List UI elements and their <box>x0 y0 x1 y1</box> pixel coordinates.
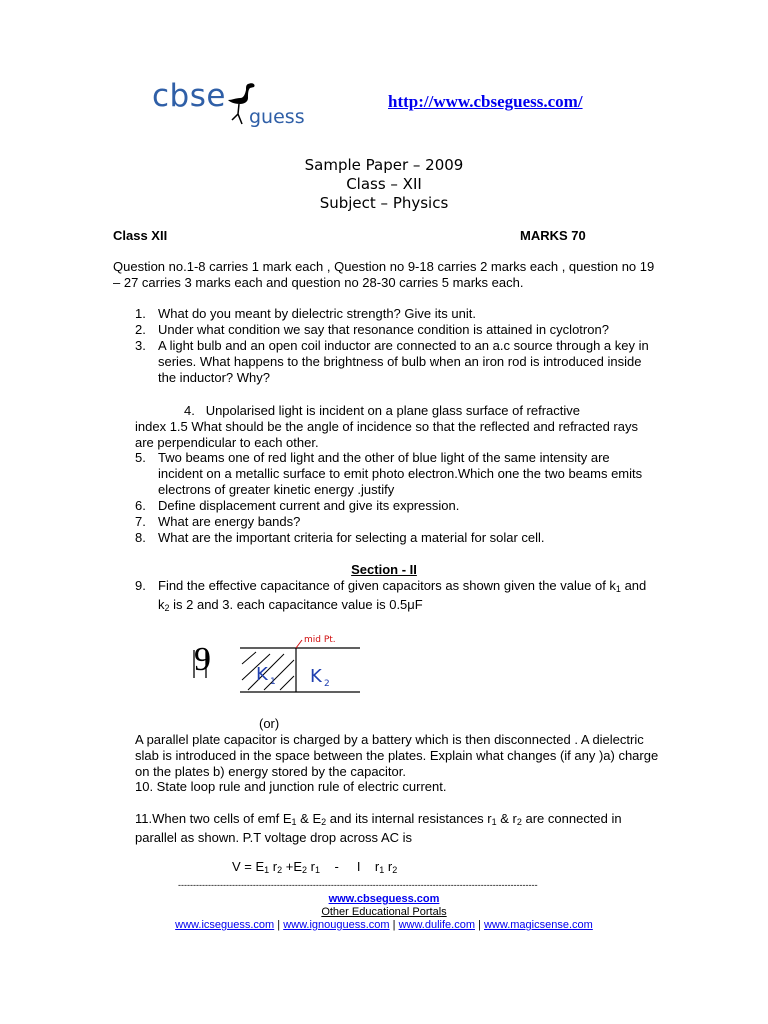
footer-divider: ------------------------------------------------------------------------------------------------------------------------ <box>178 880 538 890</box>
capacitor-figure <box>190 628 370 698</box>
list-item <box>113 322 658 338</box>
question-list-a <box>113 306 658 386</box>
question-4-first-line <box>184 403 580 419</box>
hatch-line <box>264 660 294 690</box>
question-number: 1. <box>135 306 146 321</box>
question-number: 8. <box>135 530 146 545</box>
question-10: 10. State loop rule and junction rule of electric current. <box>135 779 447 794</box>
question-number: 3. <box>135 338 146 353</box>
logo-cbse-text: cbse <box>152 78 226 114</box>
footer-portals-label: Other Educational Portals <box>321 906 447 918</box>
question-number: 5. <box>135 450 146 465</box>
footer-links: www.icseguess.com | www.ignouguess.com | www.dulife.com | www.magicsense.com <box>175 919 593 931</box>
subscript: 1 <box>615 584 621 594</box>
question-text: Find the effective capacitance of given capacitors as shown given the value of k <box>158 578 616 593</box>
k1-label: K <box>256 664 268 685</box>
hatch-line <box>242 652 256 664</box>
question-text: A light bulb and an open coil inductor are connected to an a.c source through a key in series. What happens to the brightness of bulb when an iron rod is introduced inside the inductor? Why? <box>158 338 649 385</box>
question-11: 11.When two cells of emf $E_1$ & $E_2$ and its internal resistances $r_1$ & $r_2$ are connected in parallel as shown. P.T voltage drop across AC is <box>135 811 622 845</box>
footer-main-link[interactable]: www.cbseguess.com <box>328 893 440 905</box>
logo-guess-text: guess <box>249 106 305 128</box>
question-number: 9. <box>135 578 146 593</box>
question-text: Two beams one of red light and the other of blue light of the same intensity are incident on a metallic surface to emit photo electron.Which one the two beams emits electrons of greater kinetic energy .justify <box>158 450 643 497</box>
hatch-line <box>280 676 294 690</box>
class-title: Class – XII <box>346 175 422 193</box>
question-text: What are energy bands? <box>158 514 301 529</box>
question-text: Unpolarised light is incident on a plane glass surface of refractive <box>205 403 581 418</box>
subscript: 2 <box>164 603 170 613</box>
question-number: 4. <box>184 403 195 418</box>
footer-link-icseguess[interactable]: www.icseguess.com <box>175 919 275 931</box>
figure-number-label: 9 <box>194 641 211 678</box>
question-number: 6. <box>135 498 146 513</box>
k1-subscript: 1 <box>270 677 276 687</box>
question-9 <box>113 578 658 616</box>
question-text: and k <box>158 578 647 612</box>
question-list-b <box>113 450 658 546</box>
question-number: 2. <box>135 322 146 337</box>
question-number: 7. <box>135 514 146 529</box>
formula: $V = E_1$ $r_2 +E_2$ $r_1$ - I $r_1$ $r_2$ <box>232 859 398 875</box>
subject-title: Subject – Physics <box>319 194 449 212</box>
k2-subscript: 2 <box>324 679 330 689</box>
k2-label: K <box>310 666 322 687</box>
site-url-link[interactable]: http://www.cbseguess.com/ <box>388 92 583 111</box>
alternative-question: A parallel plate capacitor is charged by a battery which is then disconnected . A dielectric slab is introduced in the space between the plates. Explain what changes (if any )a) charge on the plates b) energy stored by the capacitor. <box>135 732 659 779</box>
or-text: (or) <box>259 716 280 731</box>
question-text: What are the important criteria for selecting a material for solar cell. <box>158 530 545 545</box>
list-item <box>113 306 658 322</box>
annotation-arrow <box>296 640 302 648</box>
footer-link-dulife[interactable]: www.dulife.com <box>398 919 475 931</box>
list-item <box>113 338 658 386</box>
question-text: is 2 and 3. each capacitance value is 0.5μF <box>169 597 423 612</box>
question-text: Define displacement current and give its expression. <box>158 498 460 513</box>
list-item <box>113 450 658 498</box>
list-item <box>113 514 658 530</box>
class-label: Class XII <box>113 228 168 243</box>
paper-title: Sample Paper – 2009 <box>304 156 464 174</box>
annotation-text: mid Pt. <box>304 635 336 645</box>
section-heading: Section - II <box>351 562 417 577</box>
list-item <box>113 498 658 514</box>
question-4-rest: index 1.5 What should be the angle of incidence so that the reflected and refracted rays are perpendicular to each other. <box>135 419 638 450</box>
footer-link-ignouguess[interactable]: www.ignouguess.com <box>283 919 390 931</box>
question-text: Under what condition we say that resonance condition is attained in cyclotron? <box>158 322 609 337</box>
footer-link-magicsense[interactable]: www.magicsense.com <box>483 919 593 931</box>
instructions: Question no.1-8 carries 1 mark each , Question no 9-18 carries 2 marks each , question no 19 – 27 carries 3 marks each and question no 28-30 carries 5 marks each. <box>113 259 655 290</box>
question-text: What do you meant by dielectric strength? Give its unit. <box>158 306 476 321</box>
marks-label: MARKS 70 <box>520 228 586 243</box>
list-item <box>113 530 658 546</box>
